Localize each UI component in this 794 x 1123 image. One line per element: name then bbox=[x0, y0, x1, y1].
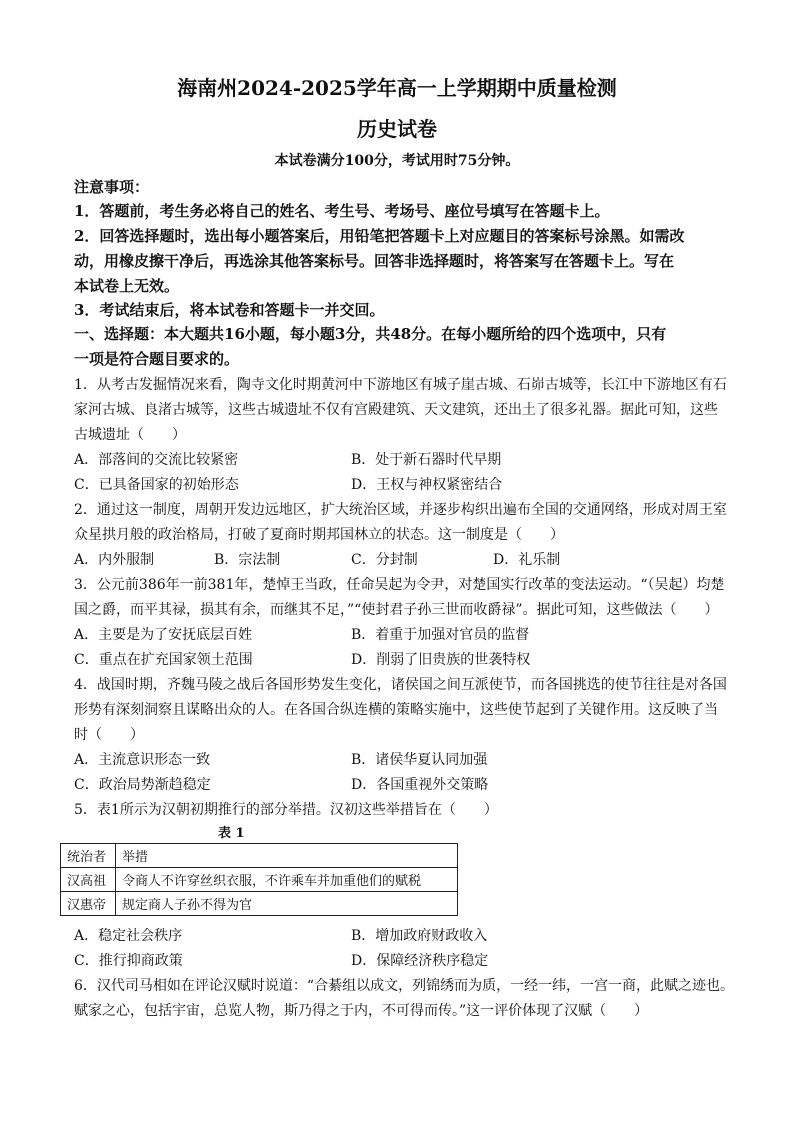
page-subtitle: 历史试卷 bbox=[357, 117, 437, 141]
option-b: B．处于新石器时代早期 bbox=[351, 452, 502, 468]
table-row bbox=[61, 892, 458, 916]
section-heading: 一、选择题：本大题共16小题，每小题3分，共48分。在每小题所给的四个选项中，只有 bbox=[74, 325, 667, 343]
question-2-text: 2．通过这一制度，周朝开发边远地区，扩大统治区域，并逐步构织出遍布全国的交通网络，形成对周王室 bbox=[74, 502, 727, 518]
option-a: A．稳定社会秩序 bbox=[74, 928, 183, 944]
table-row bbox=[61, 844, 458, 868]
notice-line: 动，用橡皮擦干净后，再选涂其他答案标号。回答非选择题时，将答案写在答题卡上。写在 bbox=[74, 252, 675, 270]
exam-info: 本试卷满分100分，考试用时75分钟。 bbox=[274, 153, 520, 169]
notice-line: 本试卷上无效。 bbox=[74, 277, 180, 295]
option-b: B．着重于加强对官员的监督 bbox=[351, 627, 530, 643]
notice-line: 1．答题前，考生务必将自己的姓名、考生号、考场号、座位号填写在答题卡上。 bbox=[74, 202, 610, 220]
table-cell: 汉高祖 bbox=[61, 868, 116, 892]
option-c: C．推行抑商政策 bbox=[74, 953, 183, 969]
question-4-text: 形势有深刻洞察且谋略出众的人。在各国合纵连横的策略实施中，这些使节起到了关键作用。这反映了当 bbox=[74, 702, 718, 718]
question-6-text: 6．汉代司马相如在评论汉赋时说道：“合綦组以成文，列锦绣而为质，一经一纬，一宫一商，此赋之迹也。 bbox=[74, 978, 735, 994]
section-heading: 一项是符合题目要求的。 bbox=[74, 350, 240, 368]
table-row bbox=[61, 868, 458, 892]
option-d: D．礼乐制 bbox=[493, 552, 561, 568]
table-cell: 统治者 bbox=[61, 844, 116, 868]
option-d: D．各国重视外交策略 bbox=[351, 777, 489, 793]
measures-table bbox=[60, 843, 458, 916]
question-1-text: 1．从考古发掘情况来看，陶寺文化时期黄河中下游地区有城子崖古城、石峁古城等，长江中下游地区有石 bbox=[74, 377, 727, 393]
option-a: A．主流意识形态一致 bbox=[74, 752, 211, 768]
option-b: B．增加政府财政收入 bbox=[351, 928, 488, 944]
question-3-text: 国之爵，而平其禄，损其有余，而继其不足，”“使封君子孙三世而收爵禄”。据此可知，这些做法（ ） bbox=[74, 602, 719, 618]
option-d: D．王权与神权紧密结合 bbox=[351, 477, 503, 493]
question-1-text: 古城遗址（ ） bbox=[74, 427, 186, 443]
table-cell: 汉惠帝 bbox=[61, 892, 116, 916]
option-c: C．分封制 bbox=[351, 552, 418, 568]
notice-line: 3．考试结束后，将本试卷和答题卡一并交回。 bbox=[74, 301, 385, 319]
notice-heading: 注意事项： bbox=[74, 178, 150, 196]
option-a: A．部落间的交流比较紧密 bbox=[74, 452, 239, 468]
option-c: C．已具备国家的初始形态 bbox=[74, 477, 239, 493]
option-a: A．主要是为了安抚底层百姓 bbox=[74, 627, 253, 643]
option-a: A．内外服制 bbox=[74, 552, 155, 568]
table-cell: 规定商人子孙不得为官 bbox=[116, 892, 458, 916]
question-1-text: 家河古城、良渚古城等，这些古城遗址不仅有宫殿建筑、天文建筑，还出土了很多礼器。据此可知，这些 bbox=[74, 402, 718, 418]
question-6-text: 赋家之心，包括宇宙，总览人物，斯乃得之于内，不可得而传。”这一评价体现了汉赋（ ） bbox=[74, 1003, 649, 1019]
question-4-text: 时（ ） bbox=[74, 727, 144, 743]
question-2-text: 众星拱月般的政治格局，打破了夏商时期邦国林立的状态。这一制度是（ ） bbox=[74, 527, 564, 543]
table-caption: 表 1 bbox=[218, 826, 245, 841]
question-5-text: 5．表1所示为汉朝初期推行的部分举措。汉初这些举措旨在（ ） bbox=[74, 802, 498, 818]
notice-line: 2．回答选择题时，选出每小题答案后，用铅笔把答题卡上对应题目的答案标号涂黑。如需改 bbox=[74, 227, 685, 245]
option-d: D．削弱了旧贵族的世袭特权 bbox=[351, 652, 531, 668]
page-title: 海南州2024-2025学年高一上学期期中质量检测 bbox=[177, 76, 617, 100]
table-cell: 举措 bbox=[116, 844, 458, 868]
option-c: C．政治局势渐趋稳定 bbox=[74, 777, 211, 793]
option-b: B．诸侯华夏认同加强 bbox=[351, 752, 488, 768]
question-3-text: 3．公元前386年一前381年，楚悼王当政，任命吴起为令尹，对楚国实行改革的变法运动。“（吴起）均楚 bbox=[74, 577, 725, 593]
option-b: B．宗法制 bbox=[214, 552, 281, 568]
question-4-text: 4．战国时期，齐魏马陵之战后各国形势发生变化，诸侯国之间互派使节，而各国挑选的使节往往是对各国 bbox=[74, 677, 727, 693]
table-cell: 令商人不许穿丝织衣服，不许乘车并加重他们的赋税 bbox=[116, 868, 458, 892]
option-d: D．保障经济秩序稳定 bbox=[351, 953, 489, 969]
option-c: C．重点在扩充国家领土范围 bbox=[74, 652, 253, 668]
